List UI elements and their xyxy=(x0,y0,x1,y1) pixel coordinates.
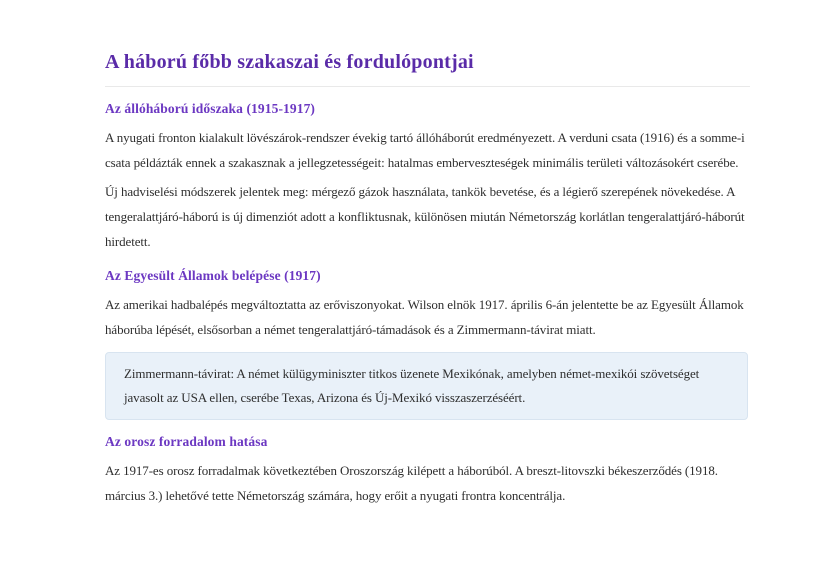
section-heading-usa: Az Egyesült Államok belépése (1917) xyxy=(105,268,321,283)
paragraph-lovesz-arok: A nyugati fronton kialakult lövészárok-rendszer évekig tartó állóháborút eredményezett. A verduni csata (1916) és a somme-i csata példázták ennek a szakasznak a jellegzetességeit: hatalmas emberveszteségek minimális területi változásokért cserébe. xyxy=(105,130,745,170)
callout-zimmermann-tavirat: Zimmermann-távirat: A német külügyminiszter titkos üzenete Mexikónak, amelyben német-mexikói szövetséget javasolt az USA ellen, cserébe Texas, Arizona és Új-Mexikó visszaszerzéséért. xyxy=(105,352,748,420)
section-heading-allohaboru: Az állóháború időszaka (1915-1917) xyxy=(105,101,316,116)
section-orosz-forradalom xyxy=(105,433,750,508)
paragraph-usa-hadbalepes: Az amerikai hadbalépés megváltoztatta az erőviszonyokat. Wilson elnök 1917. április 6-án jelentette be az Egyesült Államok háborúba lépését, elsősorban a német tengeralattjáró-támadások és a Zimmermann-távirat miatt. xyxy=(105,297,744,337)
section-heading-orosz: Az orosz forradalom hatása xyxy=(105,434,268,449)
page-title: A háború főbb szakaszai és fordulópontjai xyxy=(105,50,750,87)
section-allohaboru xyxy=(105,100,750,254)
section-usa-belepes xyxy=(105,267,750,420)
paragraph-orosz-kilepes: Az 1917-es orosz forradalmak következtében Oroszország kilépett a háborúból. A breszt-litovszki békeszerződés (1918. március 3.) lehetővé tette Németország számára, hogy erőit a nyugati frontra koncentrálja. xyxy=(105,463,718,503)
paragraph-uj-hadviseles: Új hadviselési módszerek jelentek meg: mérgező gázok használata, tankök bevetése, és a légierő szerepének növekedése. A tengeralattjáró-háború is új dimenziót adott a konfliktusnak, különösen miután Németország korlátlan tengeralattjáró-háborút hirdetett. xyxy=(105,184,745,249)
